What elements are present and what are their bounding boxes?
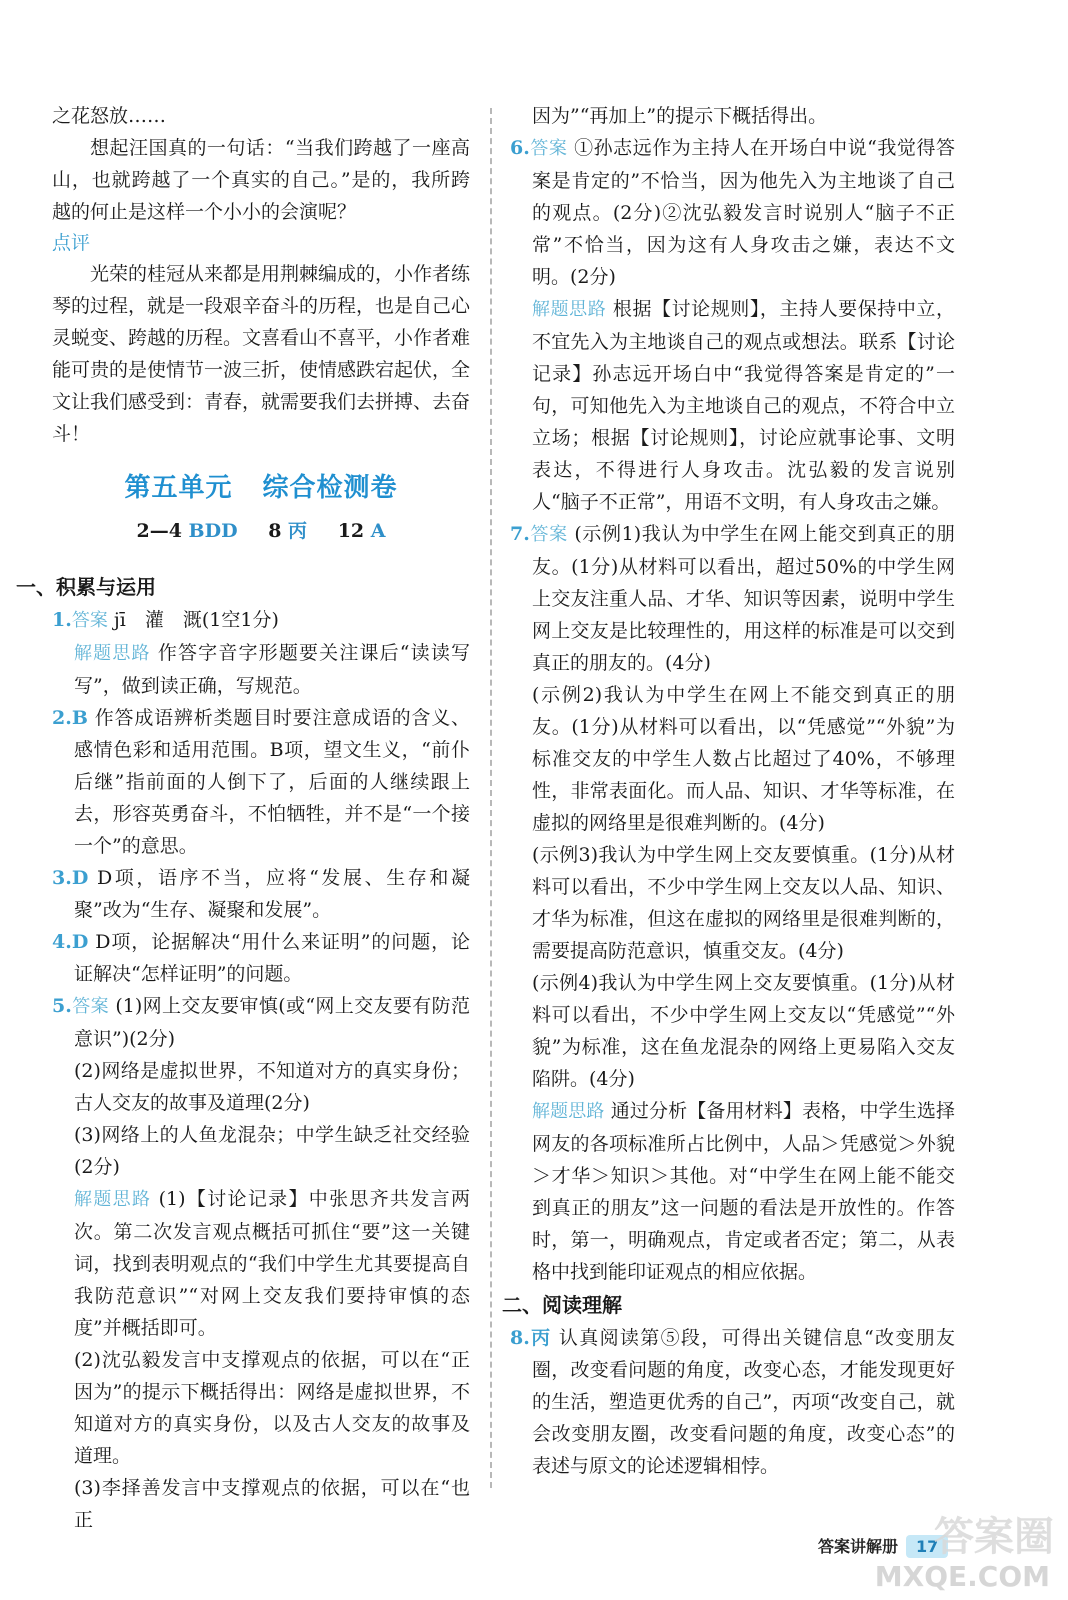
question-5-tip-part: (2)沈弘毅发言中支撑观点的依据，可以在“正因为”的提示下概括得出：网络是虚拟世界，不知道对方的真实身份，以及古人交友的故事及道理。 [74,1349,470,1467]
question-1-tip: 解题思路 作答字音字形题要关注课后“读读写写”，做到读正确，写规范。 [74,642,470,697]
page-number: 17 [906,1535,948,1558]
answer-key-group: 2—4 BDD [136,520,238,542]
question-7: 7.答案 (示例1)我认为中学生在网上能交到真正的朋友。(1分)从材料可以看出，超过50%的中学生网上交友注重人品、才华、知识等因素，说明中学生网上交友是比较理性的，用这样的标准是可以交到真正的朋友的。(4分) [510,523,956,674]
passage-fragment: 之花怒放…… [52,105,167,127]
section-heading: 一、积累与运用 [16,575,156,599]
question-1: 1.答案 jī 灌 溉(1空1分) [52,609,279,631]
review-text: 光荣的桂冠从来都是用荆棘编成的，小作者练琴的过程，就是一段艰辛奋斗的历程，也是自己心灵蜕变、跨越的历程。文喜看山不喜平，小作者难能可贵的是使情节一波三折，使情感跌宕起伏，全文让我们感受到：青春，就需要我们去拼搏、去奋斗！ [52,263,471,445]
question-7-example: (示例2)我认为中学生在网上不能交到真正的朋友。(1分)从材料可以看出，以“凭感觉”“外貌”为标准交友的中学生人数占比超过了40%，不够理性，非常表面化。而人品、知识、才华等标准，在虚拟的网络里是很难判断的。(4分) [532,684,955,834]
footer-label: 答案讲解册 [818,1537,899,1556]
question-6-tip: 解题思路 根据【讨论规则】，主持人要保持中立，不宜先入为主地谈自己的观点或想法。联系【讨论记录】孙志远开场白中“我觉得答案是肯定的”一句，可知他先入为主地谈自己的观点，不符合中立立场；根据【讨论规则】，讨论应就事论事、文明表达，不得进行人身攻击。沈弘毅的发言说别人“脑子不正常”，用语不文明，有人身攻击之嫌。 [532,298,955,513]
column-divider [490,108,492,1488]
section-heading: 二、阅读理解 [502,1293,622,1317]
question-7-example: (示例4)我认为中学生网上交友要慎重。(1分)从材料可以看出，不少中学生网上交友以“凭感觉”“外貌”为标准，这在鱼龙混杂的网络上更易陷入交友陷阱。(4分) [532,972,955,1090]
question-4: 4.D D项，论据解决“用什么来证明”的问题，论证解决“怎样证明”的问题。 [52,931,470,985]
answer-key-row [52,514,470,548]
watermark-url: MXQE.COM [874,1560,1050,1593]
right-column [502,100,956,1482]
answer-key-group: 8 丙 [268,520,308,542]
continued-text: 因为”“再加上”的提示下概括得出。 [532,105,828,127]
watermark-logo: 答案圈 [934,1514,1054,1560]
unit-title [52,468,470,508]
question-6: 6.答案 ①孙志远作为主持人在开场白中说“我觉得答案是肯定的”不恰当，因为他先入为主地谈了自己的观点。(2分)②沈弘毅发言时说别人“脑子不正常”不恰当，因为这有人身攻击之嫌，表达不文明。(2分) [510,137,956,288]
answer-key-group: 12 A [337,520,386,542]
review-label: 点评 [52,232,91,254]
unit-title-unit: 第五单元 [124,473,233,503]
question-5: 5.答案 (1)网上交友要审慎(或“网上交友要有防范意识”)(2分) [52,995,470,1050]
page-footer [818,1534,948,1558]
question-5-part: (3)网络上的人鱼龙混杂；中学生缺乏社交经验(2分) [74,1124,470,1178]
question-5-tip: 解题思路 (1)【讨论记录】中张思齐共发言两次。第二次发言观点概括可抓住“要”这一关键词，找到表明观点的“我们中学生尤其要提高自我防范意识”“对网上交友我们要持审慎的态度”并概括即可。 [74,1188,470,1339]
question-8: 8.丙 认真阅读第⑤段，可得出关键信息“改变朋友圈，改变看问题的角度，改变心态，才能发现更好的生活，塑造更优秀的自己”，丙项“改变自己，就会改变朋友圈，改变看问题的角度，改变心态”的表述与原文的论述逻辑相悖。 [510,1327,956,1477]
question-5-part: (2)网络是虚拟世界，不知道对方的真实身份；古人交友的故事及道理(2分) [74,1060,470,1114]
passage-paragraph: 想起汪国真的一句话：“当我们跨越了一座高山，也就跨越了一个真实的自己。”是的，我所跨越的何止是这样一个小小的会演呢？ [52,137,470,223]
question-5-tip-part: (3)李择善发言中支撑观点的依据，可以在“也正 [74,1477,470,1531]
unit-title-test: 综合检测卷 [262,473,398,503]
question-2: 2.B 作答成语辨析类题目时要注意成语的含义、感情色彩和适用范围。B项，望文生义，“前仆后继”指前面的人倒下了，后面的人继续跟上去，形容英勇奋斗，不怕牺牲，并不是“一个接一个”的意思。 [52,707,470,857]
question-7-example: (示例3)我认为中学生网上交友要慎重。(1分)从材料可以看出，不少中学生网上交友以人品、知识、才华为标准，但这在虚拟的网络里是很难判断的，需要提高防范意识，慎重交友。(4分) [532,844,955,962]
question-3: 3.D D项，语序不当，应将“发展、生存和凝聚”改为“生存、凝聚和发展”。 [52,867,470,921]
left-column [16,100,471,1536]
question-7-tip: 解题思路 通过分析【备用材料】表格，中学生选择网友的各项标准所占比例中，人品＞凭感觉＞外貌＞才华＞知识＞其他。对“中学生在网上能不能交到真正的朋友”这一问题的看法是开放性的。作答时，第一，明确观点，肯定或者否定；第二，从表格中找到能印证观点的相应依据。 [532,1100,956,1283]
